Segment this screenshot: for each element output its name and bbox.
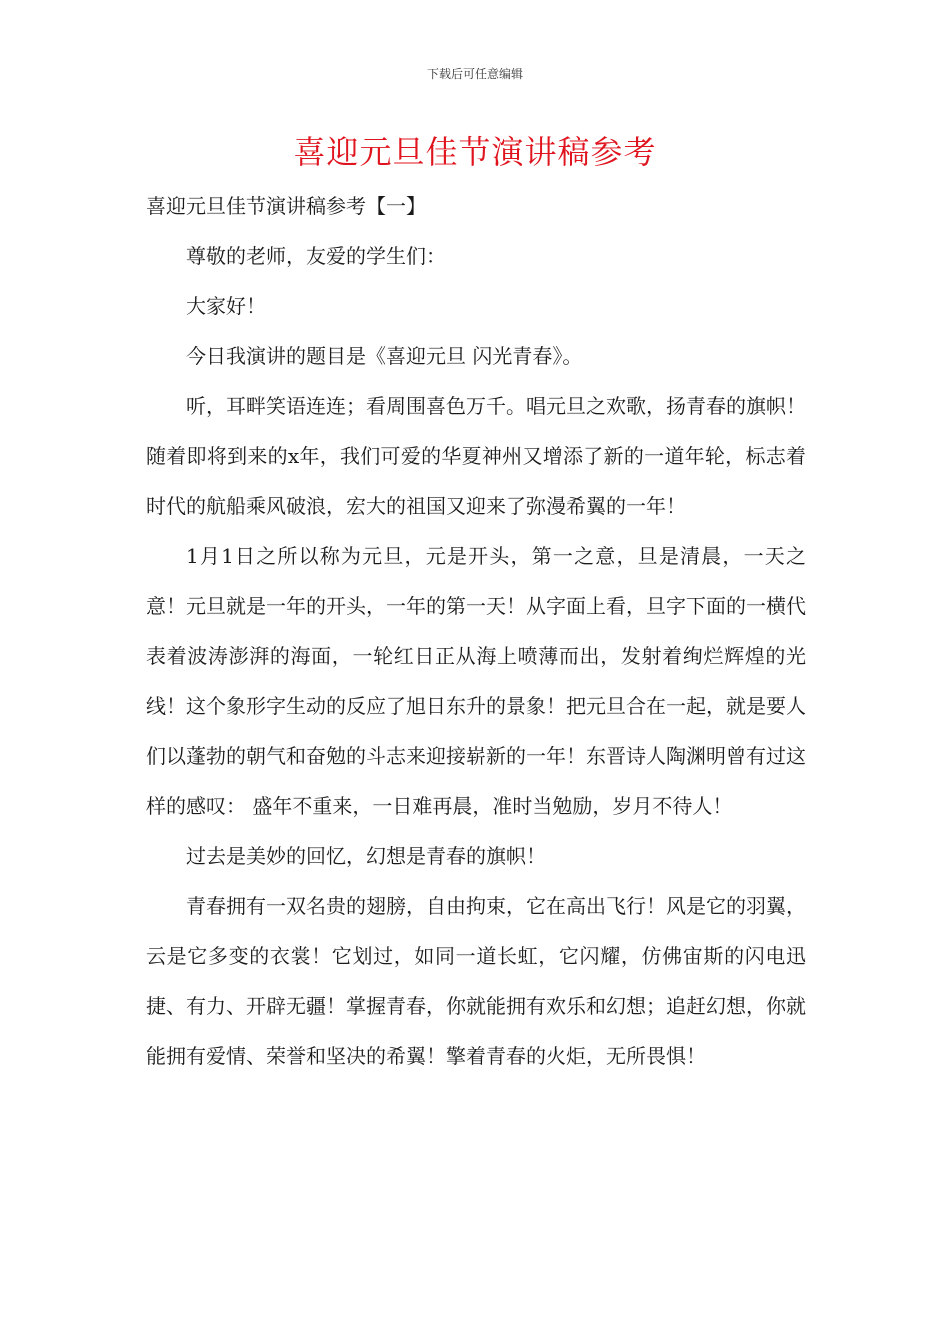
paragraph-hello: 大家好！ <box>186 294 266 318</box>
section-heading: 喜迎元旦佳节演讲稿参考【一】 <box>146 194 426 218</box>
paragraph-greeting: 尊敬的老师，友爱的学生们： <box>186 244 446 268</box>
paragraph-meaning: 1月1日之所以称为元旦，元是开头，第一之意，旦是清晨，一天之意！元旦就是一年的开头，一年的第一天！从字面上看，旦字下面的一横代表着波涛澎湃的海面，一轮红日正从海上喷薄而出，发射着绚烂辉煌的光线！这个象形字生动的反应了旭日东升的景象！把元旦合在一起，就是要人们以蓬勃的朝气和奋勉的斗志来迎接崭新的一年！东晋诗人陶渊明曾有过这样的感叹： 盛年不重来，一日难再晨，准时当勉励，岁月不待人！ <box>146 544 806 818</box>
paragraph-topic: 今日我演讲的题目是《喜迎元旦 闪光青春》。 <box>186 344 583 368</box>
paragraph-dream: 过去是美妙的回忆，幻想是青春的旗帜！ <box>186 844 546 868</box>
paragraph-intro: 听，耳畔笑语连连；看周围喜色万千。唱元旦之欢歌，扬青春的旗帜！ 随着即将到来的x年，我们可爱的华夏神州又增添了新的一道年轮，标志着时代的航船乘风破浪，宏大的祖国又迎来了弥漫希翼的一年！ <box>146 394 806 518</box>
header-note: 下载后可任意编辑 <box>426 67 523 81</box>
document-title: 喜迎元旦佳节演讲稿参考 <box>293 133 657 171</box>
paragraph-youth: 青春拥有一双名贵的翅膀，自由拘束，它在高出飞行！风是它的羽翼，云是它多变的衣裳！它划过，如同一道长虹，它闪耀，仿佛宙斯的闪电迅捷、有力、开辟无疆！掌握青春，你就能拥有欢乐和幻想；追赶幻想，你就能拥有爱情、荣誉和坚决的希翼！擎着青春的火炬，无所畏惧！ <box>146 894 806 1068</box>
document-body <box>146 181 806 1081</box>
